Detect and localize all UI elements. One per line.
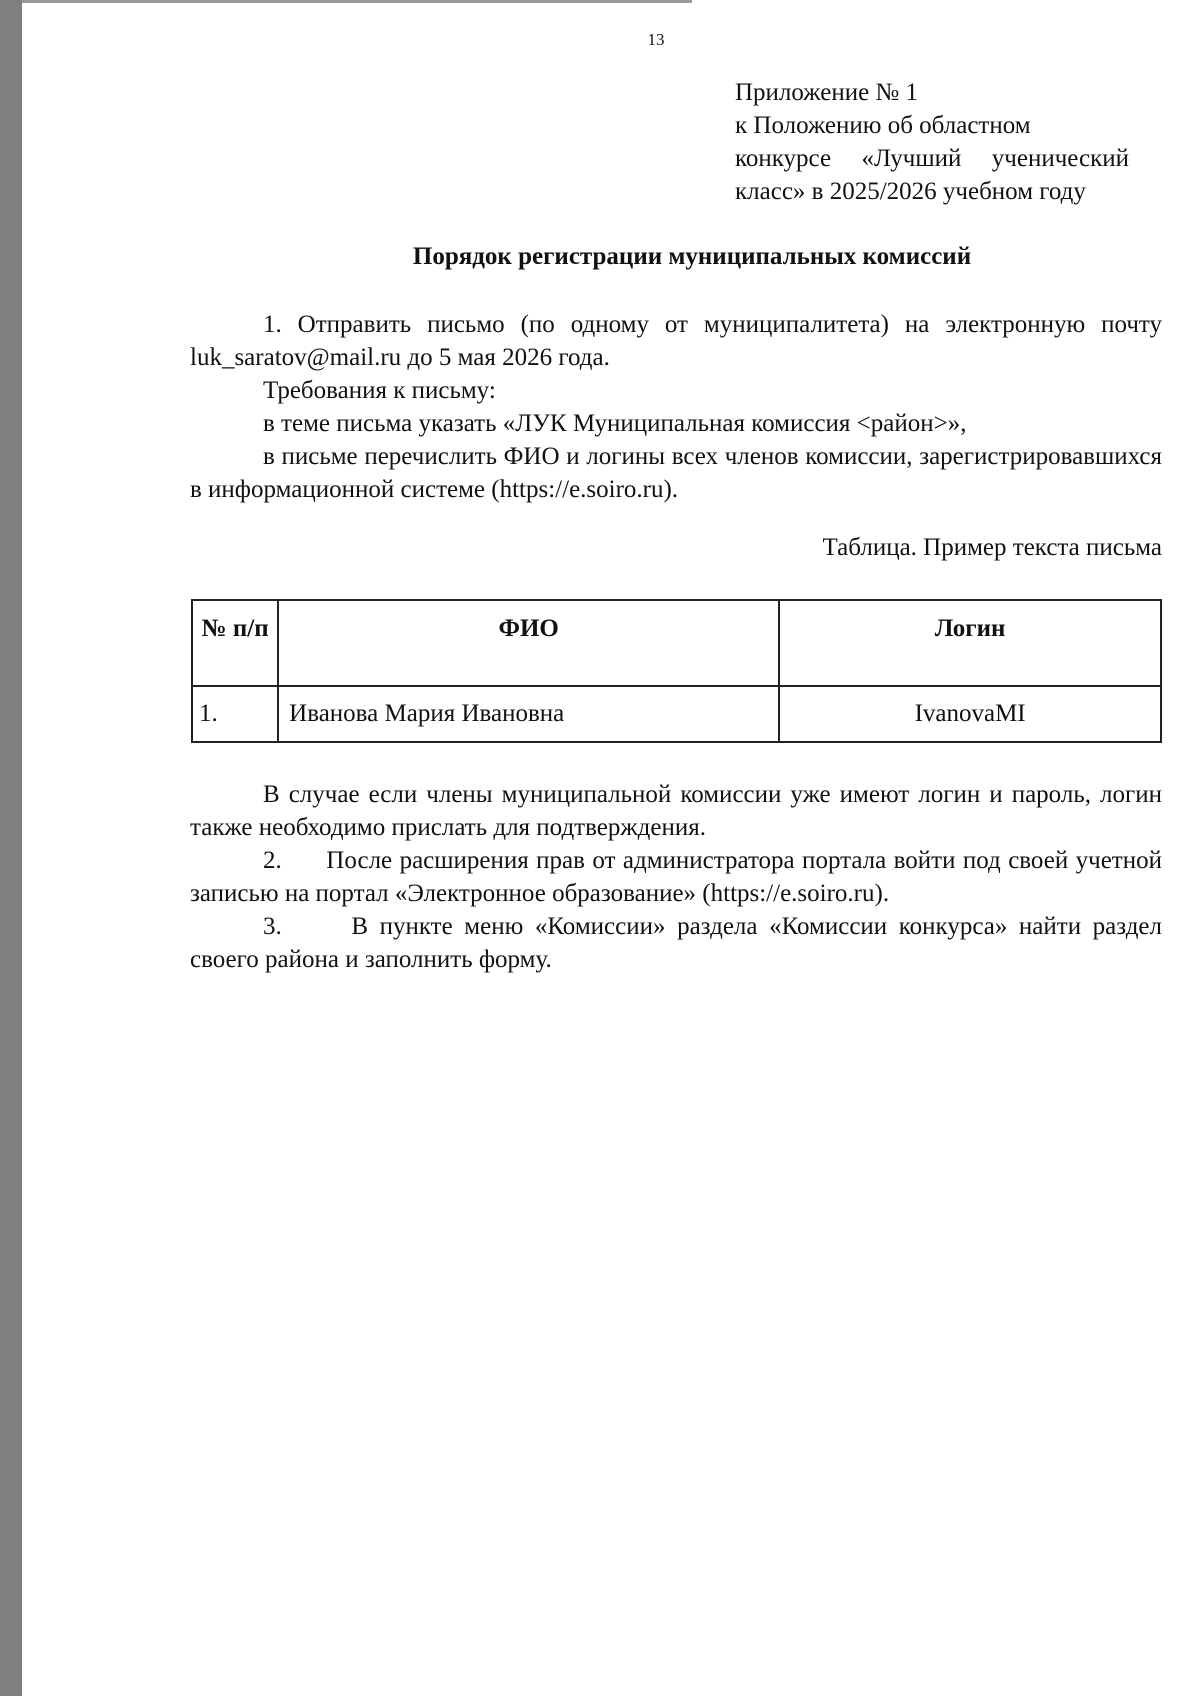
note-paragraph: В случае если члены муниципальной комиссии уже имеют логин и пароль, логин также необходимо прислать для подтверждения. bbox=[190, 781, 1162, 841]
annex-line-1: Приложение № 1 bbox=[735, 79, 919, 106]
example-letter-table bbox=[191, 599, 1162, 743]
scan-edge bbox=[22, 0, 692, 3]
item-1-paragraph: 1. Отправить письмо (по одному от муниципалитета) на электронную почту luk_saratov@mail.ru до 5 мая 2026 года. bbox=[190, 311, 1162, 371]
table-row bbox=[192, 686, 1161, 742]
annex-block bbox=[735, 76, 1165, 208]
item-2-paragraph: 2. После расширения прав от администратора портала войти под своей учетной записью на портал «Электронное образование» (https://e.soiro.ru). bbox=[190, 847, 1169, 907]
section-2 bbox=[190, 778, 1169, 976]
document-page bbox=[22, 0, 1200, 1696]
requirements-heading: Требования к письму: bbox=[263, 377, 496, 404]
requirement-subject: в теме письма указать «ЛУК Муниципальная комиссия <район>», bbox=[263, 410, 967, 437]
annex-line-2: к Положению об областном bbox=[735, 112, 1031, 139]
page-number: 13 bbox=[647, 30, 665, 49]
annex-line-4: класс» в 2025/2026 учебном году bbox=[735, 178, 1086, 205]
header-login: Логин bbox=[779, 600, 1161, 686]
document-title: Порядок регистрации муниципальных комиссий bbox=[412, 243, 972, 270]
table-caption: Таблица. Пример текста письма bbox=[822, 534, 1162, 561]
table-header-row bbox=[192, 600, 1161, 686]
annex-line-3: конкурсе «Лучший ученический bbox=[735, 145, 1129, 172]
item-3-paragraph: 3. В пункте меню «Комиссии» раздела «Комиссии конкурса» найти раздел своего района и заполнить форму. bbox=[190, 913, 1169, 973]
cell-name: Иванова Мария Ивановна bbox=[278, 686, 779, 742]
cell-login: IvanovaMI bbox=[779, 686, 1161, 742]
header-num: № п/п bbox=[192, 600, 278, 686]
requirement-body: в письме перечислить ФИО и логины всех членов комиссии, зарегистрировавшихся в информационной системе (https://e.soiro.ru). bbox=[190, 443, 1162, 503]
section-1 bbox=[190, 308, 1162, 506]
cell-num: 1. bbox=[192, 686, 278, 742]
header-name: ФИО bbox=[278, 600, 779, 686]
